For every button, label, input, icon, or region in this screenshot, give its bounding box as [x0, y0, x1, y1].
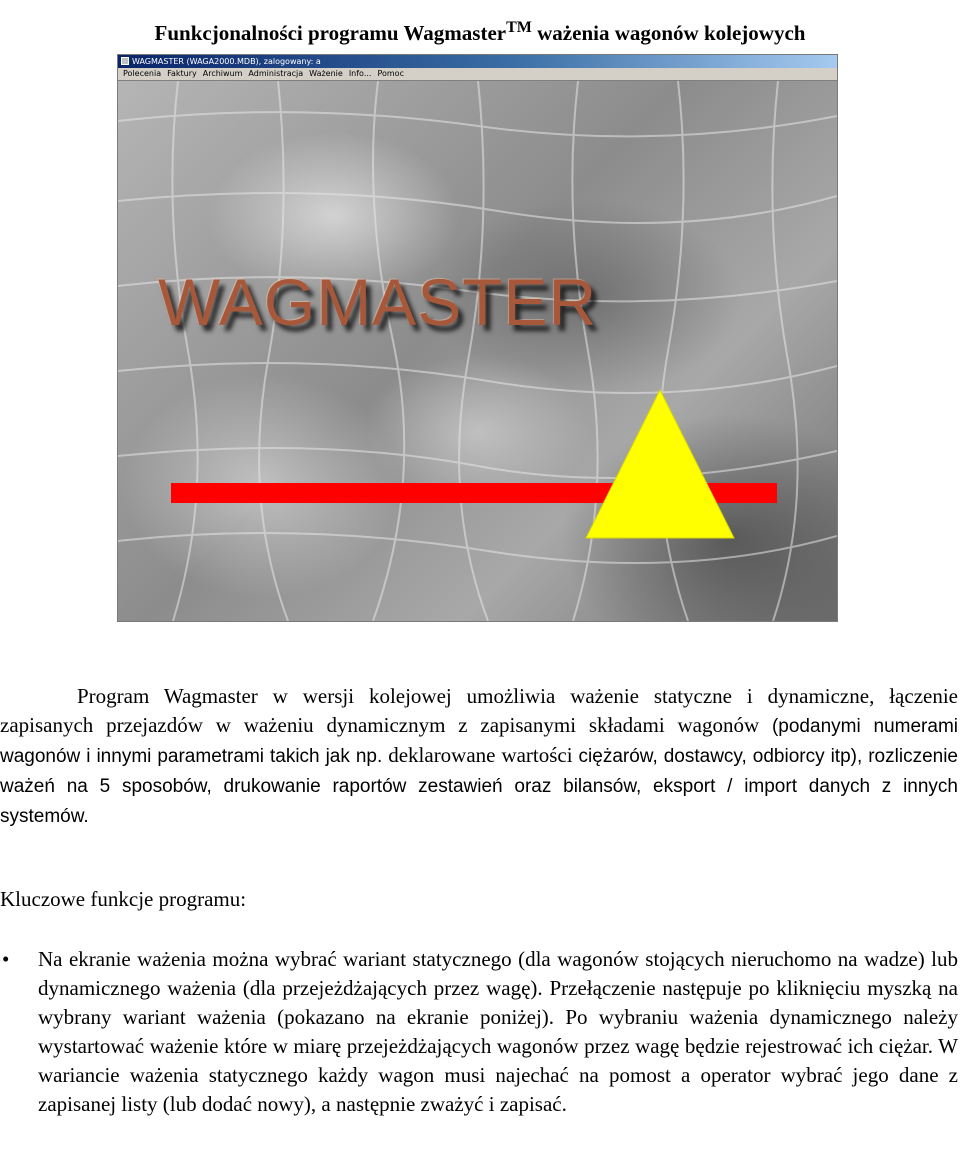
bullet-icon: • [2, 947, 10, 971]
menu-item-wazenie[interactable]: Ważenie [309, 69, 343, 78]
window-titlebar [118, 55, 837, 68]
title-tail: ważenia wagonów kolejowych [531, 21, 806, 46]
app-screenshot [117, 54, 838, 622]
feature-list [0, 945, 958, 1119]
feature-text: Na ekranie ważenia można wybrać wariant statycznego (dla wagonów stojących nieruchomo na wadze) lub dynamicznego ważenia (dla przejeżdżających przez wagę). Przełączenie następuje po kliknięciu myszką na wybrany wariant ważenia (pokazano na ekranie poniżej). Po wybraniu ważenia dynamicznego należy wystartować ważenie które w miarę przejeżdżających wagonów przez wagę będzie rejestrować ich ciężar. W wariancie ważenia statycznego każdy wagon musi najechać na pomost a operator wybrać jego dane z zapisanej listy (lub dodać nowy), a następnie zważyć i zapisać. [38, 947, 958, 1116]
menu-item-info[interactable]: Info... [348, 69, 372, 78]
list-item [0, 945, 958, 1119]
stone-texture [118, 81, 837, 621]
window-title: WAGMASTER (WAGA2000.MDB), zalogowany: a [132, 57, 321, 66]
trademark-mark: TM [506, 19, 532, 37]
splash-background [118, 81, 837, 621]
menu-item-archiwum[interactable]: Archiwum [202, 69, 243, 78]
wagmaster-logo: WAGMASTER [158, 265, 598, 339]
menu-bar [118, 68, 837, 81]
fulcrum-triangle [584, 388, 736, 540]
menu-item-administracja[interactable]: Administracja [248, 69, 304, 78]
section-heading: Kluczowe funkcje programu: [0, 887, 247, 911]
menu-item-faktury[interactable]: Faktury [167, 69, 197, 78]
intro-part4: ciężarów, dostawcy, odbiorcy itp), rozliczenie ważeń na 5 sposobów, drukowanie raportów zestawień oraz bilansów, eksport / import danych z innych systemów. [0, 746, 958, 827]
intro-part1: Program Wagmaster w wersji kolejowej umożliwia ważenie statyczne i dynamiczne, łączenie zapisanych przejazdów w ważeniu dynamicznym z zapisanymi składami wagonów [0, 684, 958, 737]
intro-paragraph [0, 682, 958, 831]
menu-item-pomoc[interactable]: Pomoc [377, 69, 404, 78]
intro-part2: (podanymi numerami wagonów i innymi parametrami takich jak np. [0, 716, 958, 767]
intro-part3: deklarowane wartości [382, 743, 579, 767]
document-title [0, 16, 960, 45]
title-main: Funkcjonalności programu Wagmaster [154, 21, 507, 46]
app-icon [121, 57, 129, 65]
menu-item-polecenia[interactable]: Polecenia [123, 69, 162, 78]
